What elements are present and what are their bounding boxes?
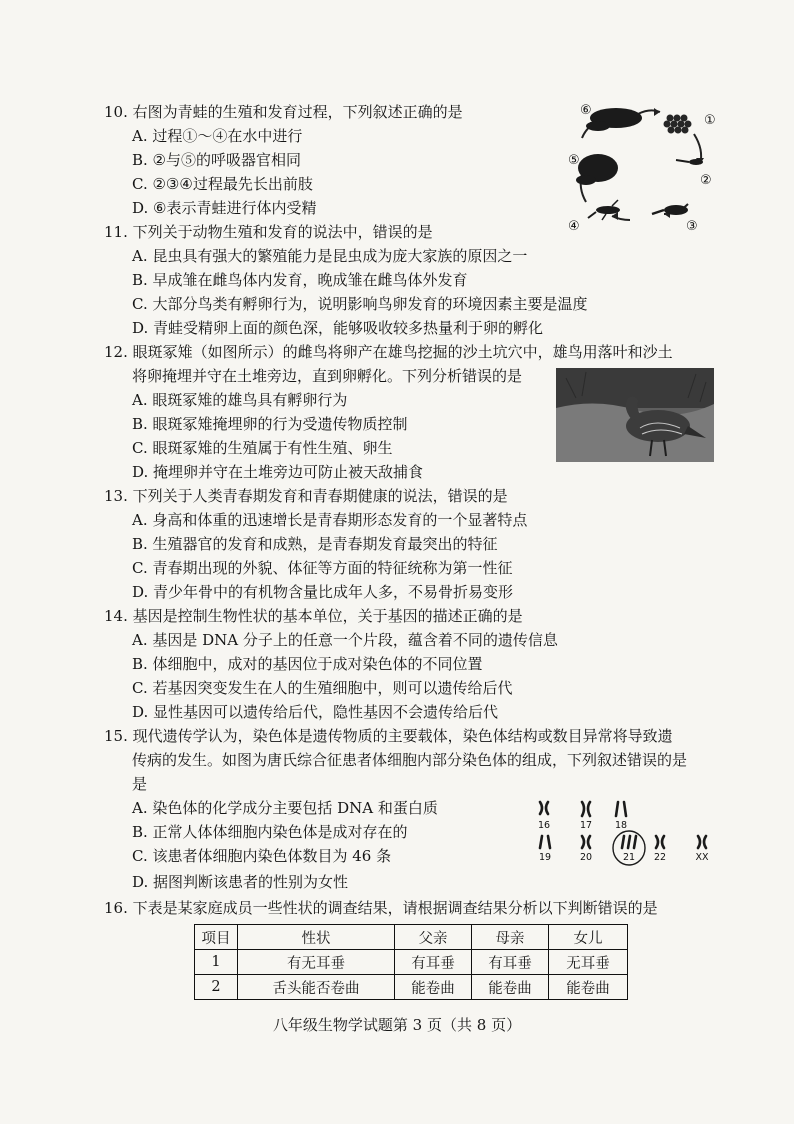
chromosome-label-21: 21 (622, 852, 636, 863)
table-cell: 能卷曲 (549, 975, 628, 1000)
q12-option-c: C. 眼斑冢雉的生殖属于有性生殖、卵生 (132, 439, 393, 457)
stage-label-1: ① (704, 113, 716, 128)
chromosome-pair-19-icon (540, 836, 550, 848)
q11-option-b: B. 早成雏在雌鸟体内发育，晚成雏在雌鸟体外发育 (132, 271, 468, 289)
q13-stem: 13. 下列关于人类青春期发育和青春期健康的说法，错误的是 (104, 487, 508, 505)
q15-option-c: C. 该患者体细胞内染色体数目为 46 条 (132, 847, 392, 865)
young-frog-icon (576, 154, 618, 185)
table-cell: 2 (195, 975, 238, 1000)
q14-option-d: D. 显性基因可以遗传给后代，隐性基因不会遗传给后代 (132, 703, 499, 721)
q12-stem-line2: 将卵掩埋并守在土堆旁边，直到卵孵化。下列分析错误的是 (132, 367, 523, 385)
table-header-cell: 女儿 (549, 925, 628, 950)
chromosome-pair-17-icon (582, 802, 590, 816)
table-cell: 1 (195, 950, 238, 975)
chromosome-label-18: 18 (614, 820, 628, 831)
q10-stem: 10. 右图为青蛙的生殖和发育过程，下列叙述正确的是 (104, 103, 463, 121)
q13-option-b: B. 生殖器官的发育和成熟，是青春期发育最突出的特征 (132, 535, 498, 553)
table-row (195, 975, 628, 1000)
table-cell: 舌头能否卷曲 (238, 975, 395, 1000)
q11-option-d: D. 青蛙受精卵上面的颜色深，能够吸收较多热量利于卵的孵化 (132, 319, 544, 337)
malleefowl-photo (556, 368, 714, 462)
survey-table (194, 924, 628, 1000)
q12-option-b: B. 眼斑冢雉掩埋卵的行为受遗传物质控制 (132, 415, 408, 433)
q11-stem: 11. 下列关于动物生殖和发育的说法中，错误的是 (104, 223, 433, 241)
stage-label-2: ② (700, 173, 712, 188)
q10-option-b: B. ②与⑤的呼吸器官相同 (132, 151, 302, 169)
q13-option-a: A. 身高和体重的迅速增长是青春期形态发育的一个显著特点 (132, 511, 528, 529)
table-header-cell: 父亲 (395, 925, 472, 950)
table-header-cell: 项目 (195, 925, 238, 950)
q15-stem-line1: 15. 现代遗传学认为，染色体是遗传物质的主要载体，染色体结构或数目异常将导致遗 (104, 727, 673, 745)
chromosome-pair-xx-icon (698, 836, 706, 848)
table-header-cell: 性状 (238, 925, 395, 950)
table-cell: 能卷曲 (395, 975, 472, 1000)
table-cell: 有耳垂 (472, 950, 549, 975)
table-header-cell: 母亲 (472, 925, 549, 950)
chromosome-label-16: 16 (537, 820, 551, 831)
q13-option-d: D. 青少年骨中的有机物含量比成年人多，不易骨折易变形 (132, 583, 514, 601)
frog-life-cycle-figure (568, 96, 720, 236)
q15-stem-line2: 传病的发生。如图为唐氏综合征患者体细胞内部分染色体的组成，下列叙述错误的是 (132, 751, 688, 769)
stage-label-3: ③ (686, 219, 698, 234)
q15-option-a: A. 染色体的化学成分主要包括 DNA 和蛋白质 (132, 799, 438, 817)
tadpole-legs-icon (652, 205, 688, 215)
stage-label-5: ⑤ (568, 153, 580, 168)
q15-option-d: D. 据图判断该患者的性别为女性 (132, 873, 349, 891)
stage-label-6: ⑥ (580, 103, 592, 118)
q16-stem: 16. 下表是某家庭成员一些性状的调查结果，请根据调查结果分析以下判断错误的是 (104, 899, 658, 917)
chromosome-pair-18-icon (616, 802, 626, 816)
q11-option-a: A. 昆虫具有强大的繁殖能力是昆虫成为庞大家族的原因之一 (132, 247, 528, 265)
karyotype-figure (530, 796, 720, 870)
chromosome-label-17: 17 (579, 820, 593, 831)
chromosome-pair-20-icon (582, 836, 590, 848)
q11-option-c: C. 大部分鸟类有孵卵行为，说明影响鸟卵发育的环境因素主要是温度 (132, 295, 588, 313)
q14-option-a: A. 基因是 DNA 分子上的任意一个片段，蕴含着不同的遗传信息 (132, 631, 558, 649)
q12-option-a: A. 眼斑冢雉的雄鸟具有孵卵行为 (132, 391, 348, 409)
q14-stem: 14. 基因是控制生物性状的基本单位，关于基因的描述正确的是 (104, 607, 523, 625)
chromosome-label-xx: XX (695, 852, 709, 863)
chromosome-trio-21-icon (622, 836, 636, 848)
egg-mass-icon (664, 115, 692, 134)
q10-option-a: A. 过程①～④在水中进行 (132, 127, 303, 145)
q14-option-b: B. 体细胞中，成对的基因位于成对染色体的不同位置 (132, 655, 483, 673)
q15-option-b: B. 正常人体体细胞内染色体是成对存在的 (132, 823, 408, 841)
table-cell: 无耳垂 (549, 950, 628, 975)
chromosome-label-20: 20 (579, 852, 593, 863)
q12-stem-line1: 12. 眼斑冢雉（如图所示）的雌鸟将卵产在雄鸟挖掘的沙土坑穴中，雄鸟用落叶和沙土 (104, 343, 673, 361)
chromosome-label-22: 22 (653, 852, 667, 863)
q13-option-c: C. 青春期出现的外貌、体征等方面的特征统称为第一性征 (132, 559, 513, 577)
table-cell: 有无耳垂 (238, 950, 395, 975)
table-cell: 有耳垂 (395, 950, 472, 975)
q10-option-c: C. ②③④过程最先长出前肢 (132, 175, 313, 193)
q15-stem-line3: 是 (132, 775, 148, 793)
table-row (195, 950, 628, 975)
chromosome-pair-22-icon (656, 836, 664, 848)
q10-option-d: D. ⑥表示青蛙进行体内受精 (132, 199, 317, 217)
stage-label-4: ④ (568, 219, 580, 234)
chromosome-pair-16-icon (540, 802, 548, 814)
q14-option-c: C. 若基因突变发生在人的生殖细胞中，则可以遗传给后代 (132, 679, 513, 697)
chromosome-label-19: 19 (538, 852, 552, 863)
page-footer: 八年级生物学试题第 3 页（共 8 页） (272, 1016, 522, 1034)
q12-option-d: D. 掩埋卵并守在土堆旁边可防止被天敌捕食 (132, 463, 424, 481)
tadpole-icon (676, 159, 703, 165)
table-header-row (195, 925, 628, 950)
table-cell: 能卷曲 (472, 975, 549, 1000)
